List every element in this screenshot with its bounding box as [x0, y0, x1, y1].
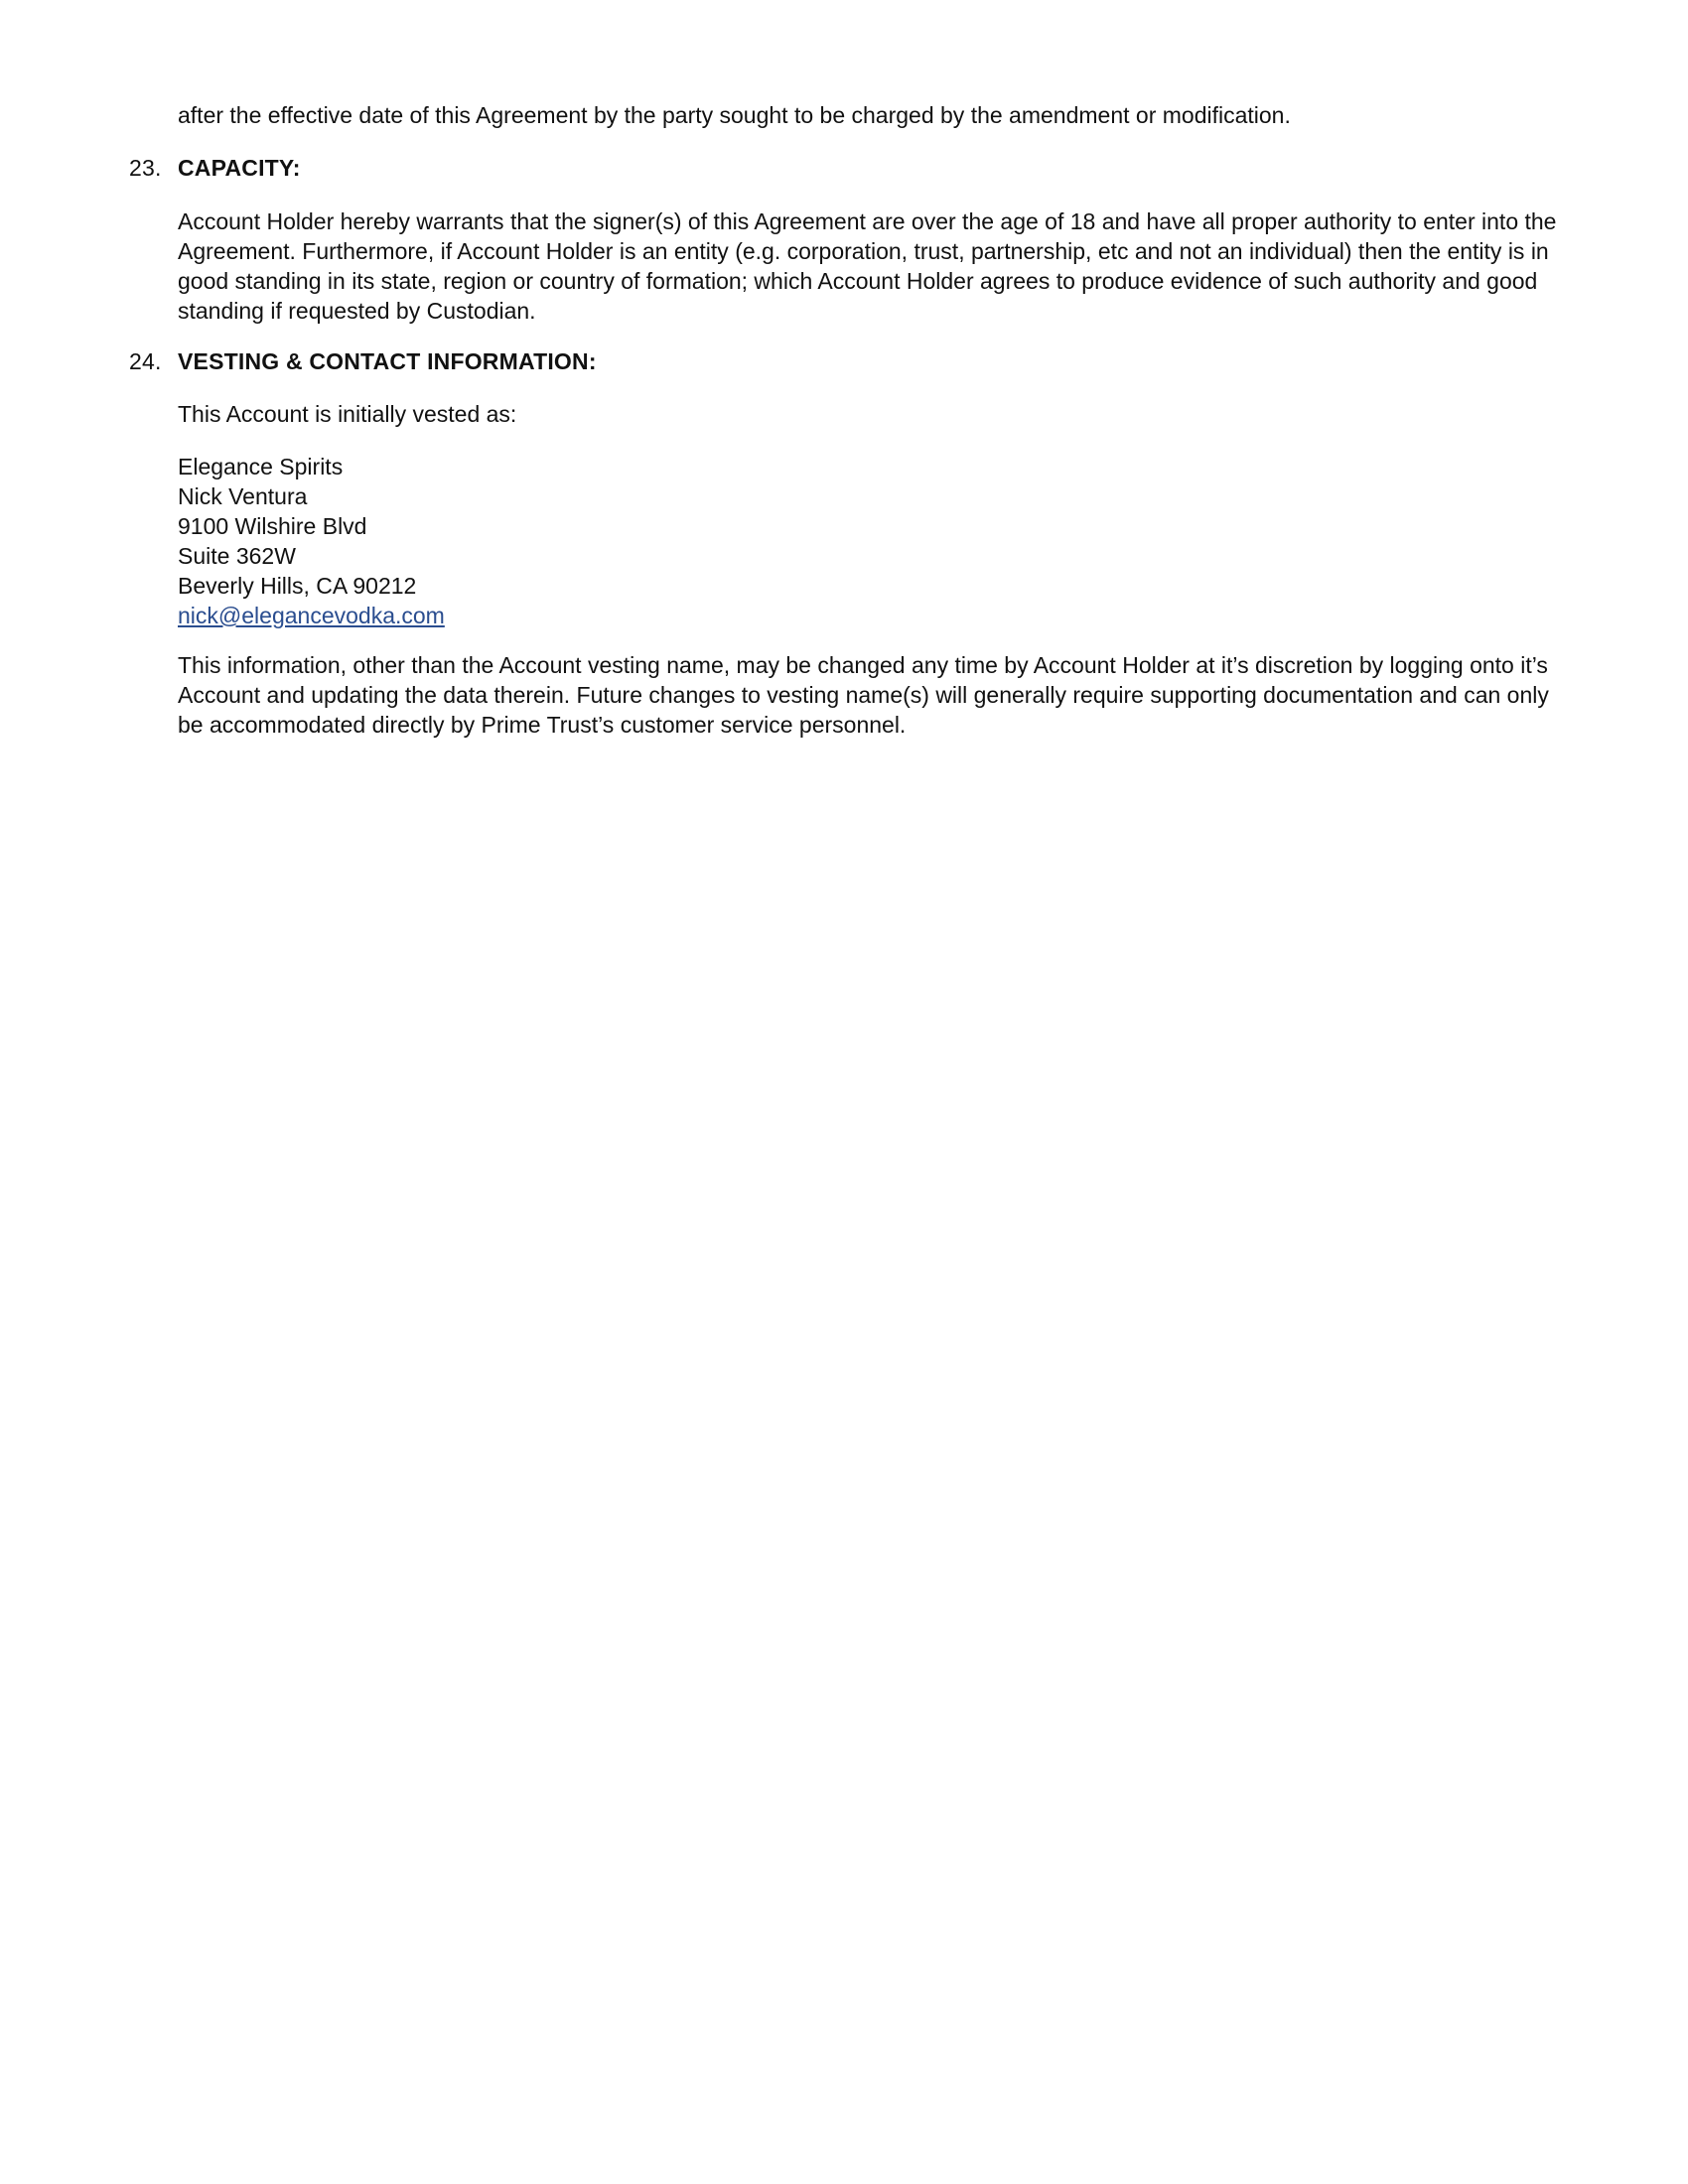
- section-23-title: CAPACITY:: [178, 155, 301, 181]
- vesting-intro: This Account is initially vested as:: [178, 401, 517, 427]
- section-24-title: VESTING & CONTACT INFORMATION:: [178, 348, 597, 374]
- address-line: Beverly Hills, CA 90212: [178, 573, 417, 599]
- address-line: 9100 Wilshire Blvd: [178, 513, 367, 539]
- email-link[interactable]: nick@elegancevodka.com: [178, 603, 445, 628]
- section-23-heading: [129, 153, 1519, 183]
- vesting-closing-text: This information, other than the Account vesting name, may be changed any time by Account Holder at it’s discretion by logging onto it’s Account and updating the data therein. Future changes to vesting name(s) will generally require supporting documentation and can only be accommodated directly by Prime Trust’s customer service personnel.: [178, 652, 1549, 738]
- vesting-address-block: [178, 452, 774, 630]
- section-23-number: 23.: [129, 155, 162, 181]
- section-24-number: 24.: [129, 348, 162, 374]
- continuation-text: after the effective date of this Agreement by the party sought to be charged by the amendment or modification.: [178, 102, 1291, 128]
- address-line: Nick Ventura: [178, 483, 308, 509]
- address-line: Suite 362W: [178, 543, 296, 569]
- address-line: Elegance Spirits: [178, 454, 344, 479]
- section-23-body: Account Holder hereby warrants that the signer(s) of this Agreement are over the age of 18 and have all proper authority to enter into the Agreement. Furthermore, if Account Holder is an entity (e.g. corporation, trust, partnership, etc and not an individual) then the entity is in good standing in its state, region or country of formation; which Account Holder agrees to produce evidence of such authority and good standing if requested by Custodian.: [178, 208, 1557, 324]
- section-24-heading: [129, 346, 1519, 376]
